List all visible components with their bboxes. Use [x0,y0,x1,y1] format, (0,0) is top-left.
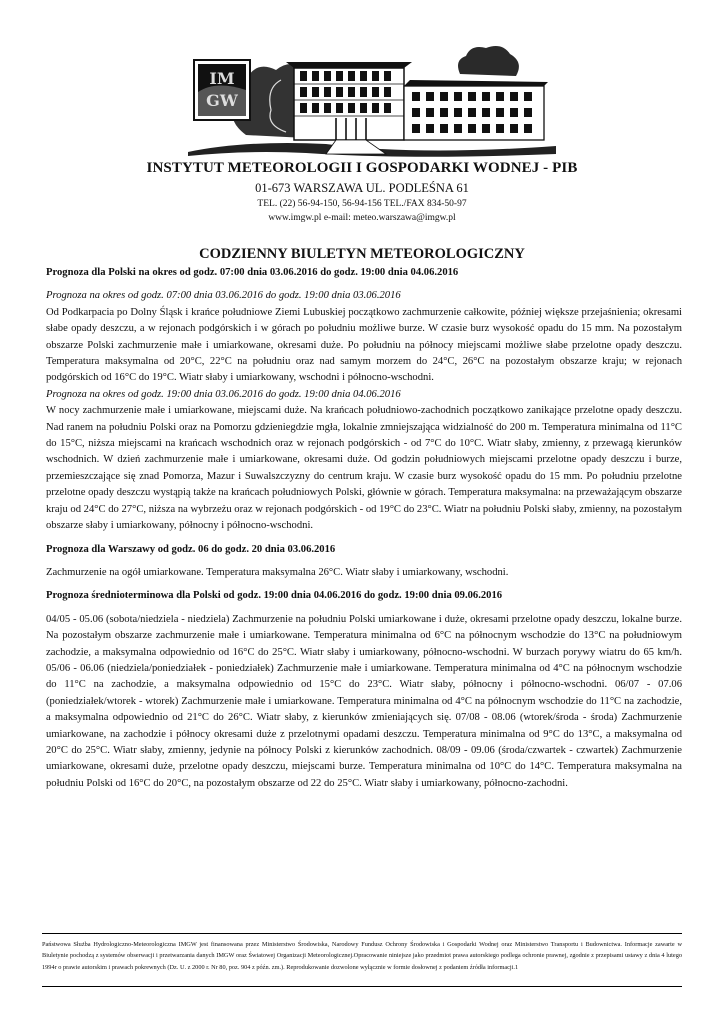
forecast-medium-text: 04/05 - 05.06 (sobota/niedziela - niedziela) Zachmurzenie na południu Polski umiarkowane i duże, okresami przelotne opady deszczu, lokalne burze. Na pozostałym obszarze zachmurzenie małe i umiarkowane. Temperatura minimalna od 6°C na północnym wschodzie do 13°C na południowym zachodzie, a maksymalna odpowiednio od 16°C do 25°C. Wiatr słaby i umiarkowany, północno-wschodni. W burzach porywy wiatru do 65 km/h. 05/06 - 06.06 (niedziela/poniedziałek - poniedziałek) Zachmurzenie małe i umiarkowane. Temperatura minimalna od 4°C na północnym wschodzie do 11°C na zachodzie, a maksymalna odpowiednio od 15°C do 23°C. Wiatr słaby, północny i północno-wschodni. 06/07 - 07.06 (poniedziałek/wtorek - wtorek) Zachmurzenie małe i umiarkowane. Temperatura minimalna od 4°C na północnym wschodzie do 11°C na zachodzie, a maksymalna odpowiednio od 21°C do 26°C. Wiatr słaby, z kierunków zmieniających się. 07/08 - 08.06 (wtorek/środa - środa) Zachmurzenie umiarkowane, na zachodzie i północy okresami duże z przelotnymi opadami deszczu. Temperatura minimalna od 9°C do 13°C, a maksymalna od 20°C do 25°C. Wiatr słaby, zmienny, jedynie na północy Polski z kierunków zachodnich. 08/09 - 09.06 (środa/czwartek - czwartek) Zachmurzenie umiarkowane, okresami duże, przelotne opady deszczu, miejscami burze. Temperatura minimalna od 10°C do 14°C. Temperatura maksymalna na południu Polski od 16°C do 20°C, na pozostałym obszarze od 22 do 25°C. Wiatr słaby i umiarkowany, północno-zachodni. [46,613,682,789]
forecast-poland-header: Prognoza dla Polski na okres od godz. 07:00 dnia 03.06.2016 do godz. 19:00 dnia 04.06.2016 [46,267,459,278]
footer-divider-bottom [42,986,682,987]
institute-name: INSTYTUT METEOROLOGII I GOSPODARKI WODNEJ - PIB [146,160,578,176]
forecast-medium-header: Prognoza średnioterminowa dla Polski od godz. 19:00 dnia 04.06.2016 do godz. 19:00 dnia 09.06.2016 [46,590,503,602]
bulletin-title: CODZIENNY BIULETYN METEOROLOGICZNY [199,246,525,262]
footer-disclaimer: Państwowa Służba Hydrologiczno-Meteorologiczna IMGW jest finansowana przez Ministerstwo Środowiska, Narodowy Fundusz Ochrony Środowiska i Gospodarki Wodnej oraz Ministerstwo Transportu i Budownictwa. Informacje zawarte w Biuletynie pochodzą z systemów obserwacji i przetwarzania danych IMGW oraz Światowej Organizacji Meteorologicznej.Opracowanie niniejsze jako przedmiot prawa autorskiego podlega ochronie prawnej, zgodnie z przepisami ustawy z dnia 4 lutego 1994r o prawie autorskim i prawach pokrewnych (Dz. U. z 2000 r. Nr 80, poz. 904 z późn. zm.). Reprodukowanie dozwolone wyłącznie w formie dosłownej z podaniem źródła informacji.1 [42,941,682,971]
institute-web-email: www.imgw.pl e-mail: meteo.warszawa@imgw.pl [268,213,456,223]
imgw-building-logo [186,40,558,158]
institute-address: 01-673 WARSZAWA UL. PODLEŚNA 61 [255,181,469,195]
svg-text:IM: IM [209,69,235,88]
footer-divider-top [42,933,682,934]
forecast-warsaw-text: Zachmurzenie na ogół umiarkowane. Temperatura maksymalna 26°C. Wiatr słaby i umiarkowany, wschodni. [46,566,509,578]
forecast-period-2-text: W nocy zachmurzenie małe i umiarkowane, miejscami duże. Na krańcach południowo-zachodnich początkowo zanikające przelotne opady deszczu. Nad ranem na południu Polski oraz na Pomorzu gdzieniegdzie mgła, lokalnie zmniejszająca widzialność do 200 m. Temperatura minimalna od 11°C do 15°C, niższa miejscami na krańcach wschodnich oraz w rejonach podgórskich - od 7°C do 10°C. Wiatr słaby, zmienny, z przewagą kierunków wschodnich. W dzień zachmurzenie małe i umiarkowane, okresami duże. Od godzin południowych miejscami przelotne opady deszczu i burze, przemieszczające się znad Pomorza, Mazur i Suwalszczyzny do centrum kraju. W czasie burz wysokość opadu do 15 mm. Po południu przelotne przelotne opady deszczu wystąpią także na krańcach południowych Polski, głównie w górach. Temperatura maksymalna: na przeważającym obszarze kraju od 24°C do 27°C, niższa na wybrzeżu oraz w rejonach podgórskich - od 19°C do 23°C. Wiatr na południu Polski słaby, zmienny, na pozostałym obszarze słaby i umiarkowany, północny i północno-wschodni. [46,405,682,532]
bulletin-content [46,265,682,792]
institute-phone: TEL. (22) 56-94-150, 56-94-156 TEL./FAX 834-50-97 [257,199,467,209]
forecast-period-1-label: Prognoza na okres od godz. 07:00 dnia 03.06.2016 do godz. 19:00 dnia 03.06.2016 [46,290,401,302]
forecast-period-1-text: Od Podkarpacia po Dolny Śląsk i krańce południowe Ziemi Lubuskiej początkowo zachmurzenie całkowite, później większe przejaśnienia; okresami słabe opady deszczu, a w rejonach podgórskich i w górach po południu możliwe burze. W czasie burz wysokość opadu do 15 mm. Na pozostałym obszarze Polski zachmurzenie małe i umiarkowane, okresami duże. Po południu na północy miejscami możliwe słabe przelotne opady deszczu. Temperatura maksymalna od 20°C, 22°C na południu oraz nad samym morzem do 24°C, 26°C na pozostałym obszarze kraju; w rejonach podgórskich od 16°C do 19°C. Wiatr słaby i umiarkowany, wschodni i północno-wschodni. [46,306,682,384]
forecast-period-2-label: Prognoza na okres od godz. 19:00 dnia 03.06.2016 do godz. 19:00 dnia 04.06.2016 [46,388,401,400]
svg-text:GW: GW [206,91,238,110]
forecast-warsaw-header: Prognoza dla Warszawy od godz. 06 do godz. 20 dnia 03.06.2016 [46,543,336,555]
